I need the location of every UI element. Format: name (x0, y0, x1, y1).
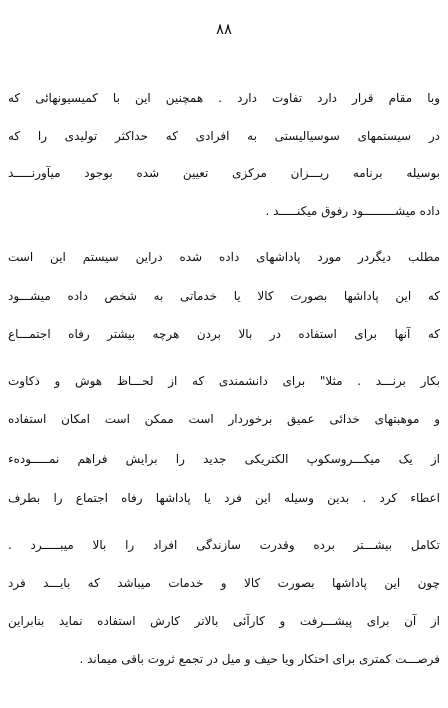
text-line-11: اعطاء کرد . بدین وسیله این فرد یا پاداشها رفاه اجتماع را بطرف (8, 491, 440, 505)
text-line-12: تکامل بیشـــتر برده وقدرت سازندگی افراد را بالا میبـــــرد . (8, 538, 440, 552)
text-line-6: که این پاداشها بصورت کالا یا خدماتی به شخص داده میشـــود (8, 289, 440, 303)
text-line-10: از یک میکـــروسکوپ الکتریکی جدید را برایش فراهم نمـــــودهء (8, 452, 440, 466)
text-line-2: در سیستمهای سوسیالیستی به افرادی که حداکثر تولیدی را که (8, 129, 440, 143)
text-line-7: که آنها برای استفاده در بالا بردن هرچه بیشتر رفاه اجتمـــاع (8, 327, 440, 341)
text-line-15: فرصـــت کمتری برای احتکار ویا حیف و میل در تجمع ثروت باقی میماند . (79, 652, 440, 666)
text-line-3: بوسیله برنامه ریـــزان مرکزی تعیین شده بوجود میآورنـــــد (8, 166, 440, 180)
page-number: ۸۸ (215, 20, 233, 38)
text-line-9: و موهبتهای خدائی عمیق برخوردار است ممکن است امکان استفاده (8, 412, 440, 426)
text-line-8: بکار برنـــد . مثلا" برای دانشمندی که از لحـــاظ هوش و ذکاوت (8, 374, 440, 388)
text-line-5: مطلب دیگردر مورد پاداشهای داده شده دراین سیستم این است (8, 250, 440, 264)
text-line-4: داده میشـــــــــود رفوق میکنـــــد . (265, 204, 440, 218)
text-line-14: از آن برای پیشـــرفت و کارآئی بالاتر کارش استفاده نماید بنابراین (8, 614, 440, 628)
text-line-1: وبا مقام قرار دارد تفاوت دارد . همچنین این با کمیسیونهائی که (8, 91, 440, 105)
text-line-13: چون این پاداشها بصورت کالا و خدمات میباشد که بایـــد فرد (8, 576, 440, 590)
